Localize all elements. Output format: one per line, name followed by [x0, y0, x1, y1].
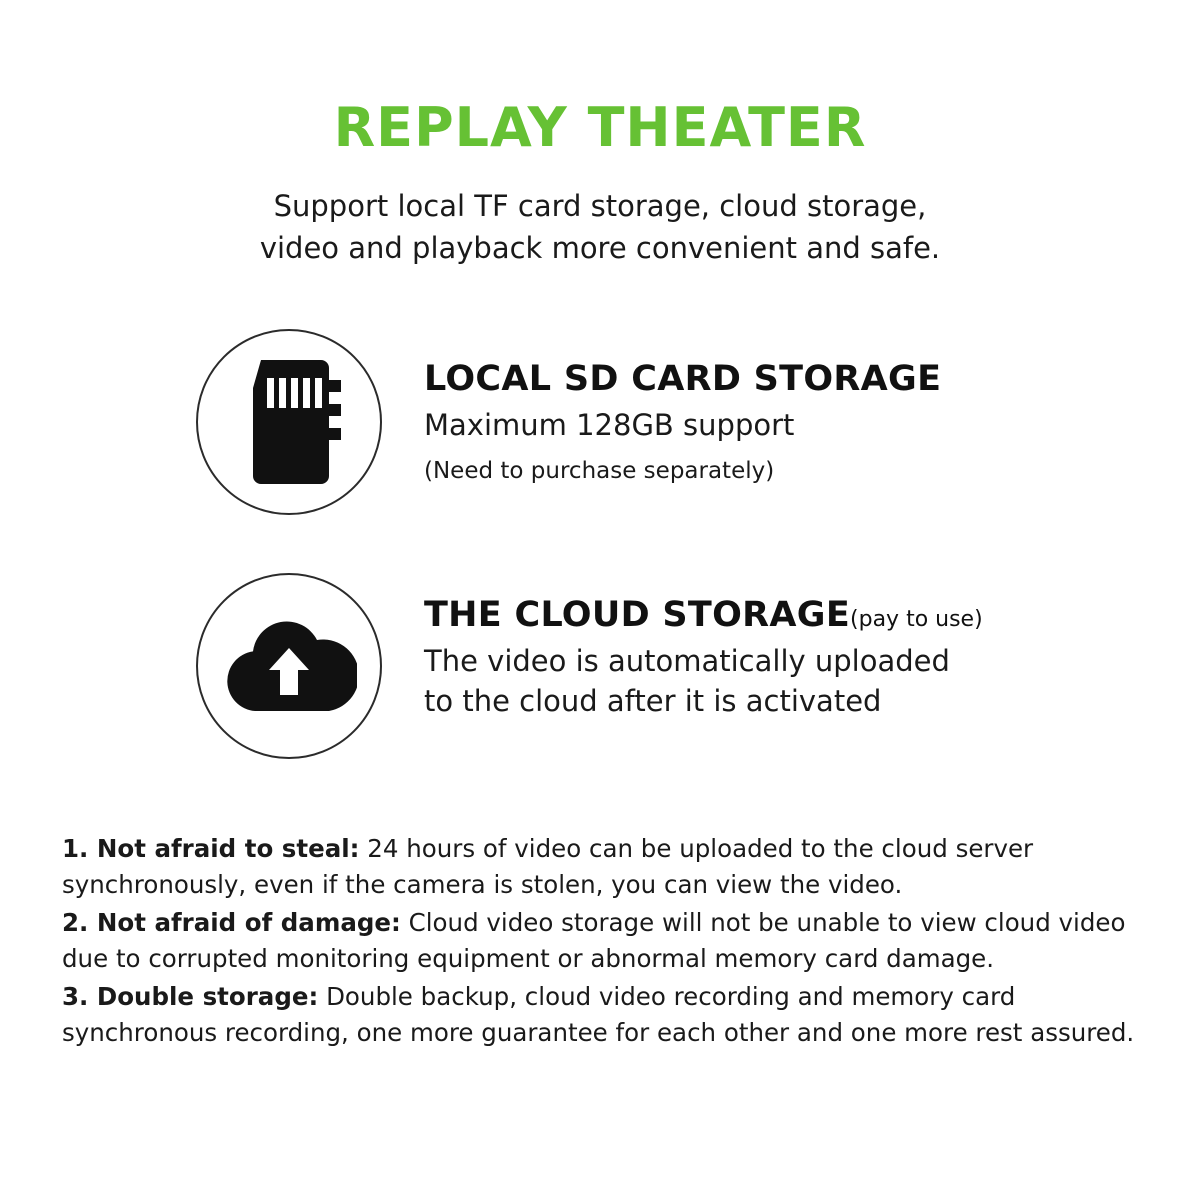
- sd-card-icon-circle: [196, 329, 382, 515]
- benefit-note-1-lead: 1. Not afraid to steal:: [62, 833, 360, 863]
- benefit-note-3-lead: 3. Double storage:: [62, 981, 319, 1011]
- feature-local-sd-card-title: LOCAL SD CARD STORAGE: [424, 358, 942, 399]
- page-subtitle: [0, 157, 1200, 269]
- feature-local-sd-card: [196, 329, 1200, 515]
- benefit-note-3-text: Double backup, cloud video recording and memory card synchronous recording, one more guarantee for each other and one more rest assured.: [62, 981, 1135, 1047]
- benefit-note-2-text: Cloud video storage will not be unable to view cloud video due to corrupted monitoring equipment or abnormal memory card damage.: [62, 907, 1126, 973]
- feature-local-sd-card-text: [382, 329, 941, 487]
- page-subtitle-line-2: video and playback more convenient and safe.: [259, 230, 941, 265]
- benefit-notes-list: [0, 831, 1200, 1051]
- feature-cloud-storage-title: [424, 595, 983, 635]
- benefit-note-2-lead: 2. Not afraid of damage:: [62, 907, 401, 937]
- benefit-note-1: [62, 831, 1138, 903]
- feature-list: [0, 329, 1200, 759]
- benefit-note-2: [62, 905, 1138, 977]
- feature-local-sd-card-note: (Need to purchase separately): [424, 457, 775, 484]
- feature-cloud-storage-title-main: THE CLOUD STORAGE: [424, 594, 851, 635]
- page-subtitle-line-1: Support local TF card storage, cloud storage,: [273, 188, 927, 223]
- benefit-note-3: [62, 979, 1138, 1051]
- benefit-note-1-text: 24 hours of video can be uploaded to the cloud server synchronously, even if the camera is stolen, you can view the video.: [62, 833, 1034, 899]
- cloud-upload-icon: [221, 615, 357, 717]
- cloud-icon-circle: [196, 573, 382, 759]
- feature-cloud-storage-title-note: (pay to use): [850, 606, 983, 632]
- feature-cloud-storage-subtitle-line-1: The video is automatically uploaded: [424, 644, 950, 679]
- feature-local-sd-card-subtitle: Maximum 128GB support: [424, 408, 795, 443]
- feature-cloud-storage-text: [382, 573, 983, 721]
- feature-cloud-storage-subtitle-line-2: to the cloud after it is activated: [424, 683, 882, 718]
- page-title: REPLAY THEATER: [333, 96, 867, 159]
- feature-cloud-storage: [196, 573, 1200, 759]
- sd-card-icon: [237, 360, 341, 484]
